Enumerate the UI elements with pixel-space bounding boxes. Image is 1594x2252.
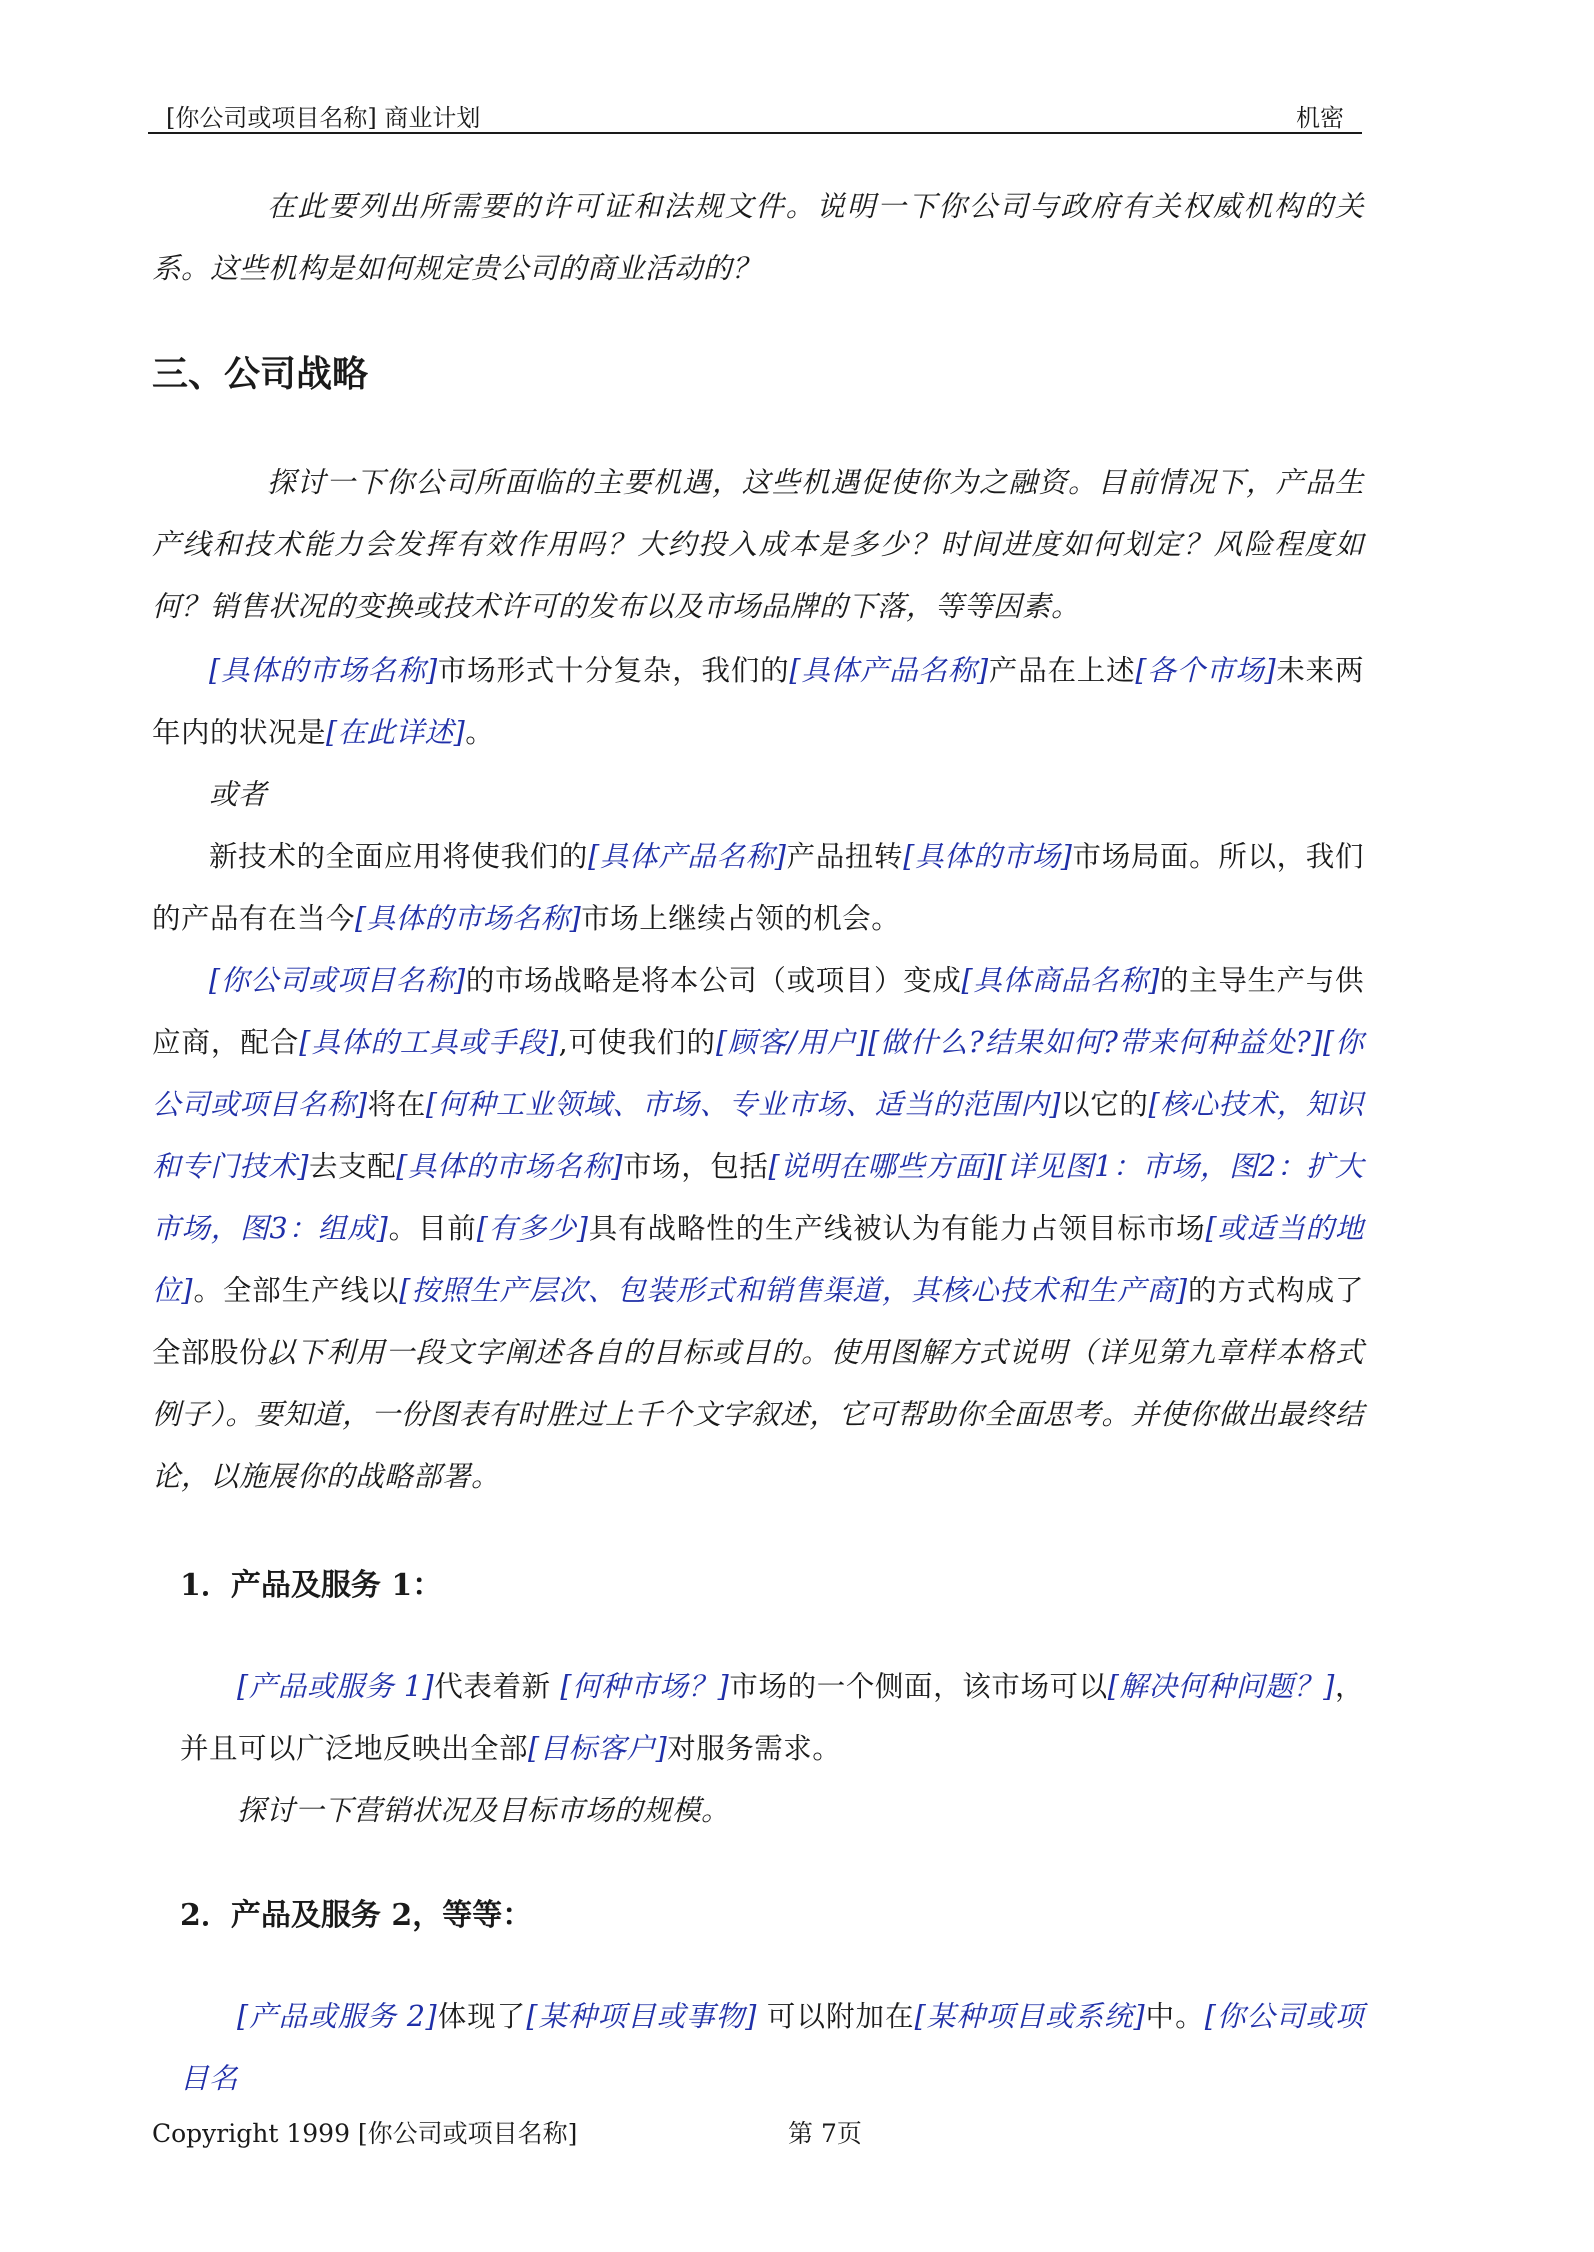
strategy-paragraph-5: 以下利用一段文字阐述各自的目标或目的。使用图解方式说明（详见第九章样本格式例子）。要知道，一份图表有时胜过上千个文字叙述，它可帮助你全面思考。并使你做出最终结论，以施展你的战略部署。: [152, 1336, 1364, 1493]
placeholder: [目标客户]: [528, 1732, 668, 1765]
page-number: 第 7页: [788, 2119, 862, 2148]
placeholder: [你公司或项目名: [180, 2000, 1365, 2095]
placeholder: [做什么?结果如何?带来何种益处?]: [868, 1026, 1323, 1059]
page-footer: [152, 2114, 1362, 2154]
header-title: [你公司或项目名称] 商业计划: [166, 104, 481, 132]
placeholder: [各个市场]: [1135, 654, 1277, 687]
strategy-paragraph-2: [具体的市场名称]市场形式十分复杂，我们的[具体产品名称]产品在上述[各个市场]未来两年内的状况是[在此详述]。: [152, 654, 1364, 749]
placeholder: [顾客/用户]: [715, 1026, 869, 1059]
section-title: 三、公司战略: [152, 354, 369, 395]
placeholder: [你公司或项目名称]: [209, 964, 466, 997]
placeholder: [某种项目或事物]: [526, 2000, 757, 2033]
placeholder: [产品或服务 2]: [237, 2000, 438, 2033]
copyright-text: Copyright 1999 [你公司或项目名称]: [152, 2119, 578, 2148]
placeholder: [具体产品名称]: [789, 654, 989, 687]
strategy-paragraph-3: 新技术的全面应用将使我们的[具体产品名称]产品扭转[具体的市场]市场局面。所以，我们的产品有在当今[具体的市场名称]市场上继续占领的机会。: [152, 840, 1364, 935]
placeholder: [核心技术，知识和专门技术]: [152, 1088, 1364, 1183]
item-2-paragraph: [产品或服务 2]体现了[某种项目或事物] 可以附加在[某种项目或系统]中。[你公司或项目名: [180, 2000, 1365, 2095]
placeholder: [具体的工具或手段]: [299, 1026, 559, 1059]
placeholder: [说明在哪些方面]: [768, 1150, 996, 1183]
placeholder: [具体产品名称]: [588, 840, 787, 873]
placeholder: [按照生产层次、包装形式和销售渠道，其核心技术和生产商]: [399, 1274, 1188, 1307]
item-1-title: 1．产品及服务 1：: [180, 1568, 443, 1603]
placeholder: [有多少]: [476, 1212, 589, 1245]
placeholder: [产品或服务 1]: [237, 1670, 435, 1703]
placeholder: [具体商品名称]: [961, 964, 1160, 997]
placeholder: [或适当的地位]: [152, 1212, 1364, 1307]
or-text: 或者: [209, 778, 268, 811]
item-1-paragraph: [产品或服务 1]代表着新 [何种市场？]市场的一个侧面，该市场可以[解决何种问题？]，并且可以广泛地反映出全部[目标客户]对服务需求。: [180, 1670, 1364, 1765]
intro-paragraph: 在此要列出所需要的许可证和法规文件。说明一下你公司与政府有关权威机构的关系。这些机构是如何规定贵公司的商业活动的？: [152, 190, 1364, 285]
strategy-paragraph-4: [你公司或项目名称]的市场战略是将本公司（或项目）变成[具体商品名称]的主导生产与供应商，配合[具体的工具或手段],可使我们的[顾客/用户][做什么?结果如何?带来何种益处?][你公司或项目名称]将在[何种工业领域、市场、专业市场、适当的范围内]以它的[核心技术，知识和专门技术]去支配[具体的市场名称]市场，包括[说明在哪些方面][详见图1：市场，图2：扩大市场，图3：组成]。目前[有多少]具有战略性的生产线被认为有能力占领目标市场[或适当的地位]。全部生产线以[按照生产层次、包装形式和销售渠道，其核心技术和生产商]的方式构成了全部股份。: [152, 964, 1365, 1369]
placeholder: [具体的市场名称]: [209, 654, 438, 687]
item-1-note: 探讨一下营销状况及目标市场的规模。: [237, 1794, 731, 1827]
placeholder: [何种市场？]: [560, 1670, 730, 1703]
item-2-title: 2．产品及服务 2，等等：: [180, 1898, 533, 1933]
placeholder: [详见图1：市场，图2：扩大市场，图3：组成]: [152, 1150, 1364, 1245]
strategy-paragraph-1: 探讨一下你公司所面临的主要机遇，这些机遇促使你为之融资。目前情况下，产品生产线和技术能力会发挥有效作用吗？大约投入成本是多少？时间进度如何划定？风险程度如何？销售状况的变换或技术许可的发布以及市场品牌的下落，等等因素。: [152, 466, 1364, 623]
placeholder: [具体的市场]: [903, 840, 1073, 873]
placeholder: [某种项目或系统]: [914, 2000, 1146, 2033]
placeholder: [具体的市场名称]: [396, 1150, 624, 1183]
page-header: [148, 92, 1362, 134]
placeholder: [具体的市场名称]: [355, 902, 582, 935]
placeholder: [何种工业领域、市场、专业市场、适当的范围内]: [425, 1088, 1061, 1121]
placeholder: [在此详述]: [326, 716, 466, 749]
confidential-label: 机密: [1296, 104, 1344, 132]
placeholder: [解决何种问题？]: [1107, 1670, 1335, 1703]
placeholder: [你公司或项目名称]: [152, 1026, 1365, 1121]
